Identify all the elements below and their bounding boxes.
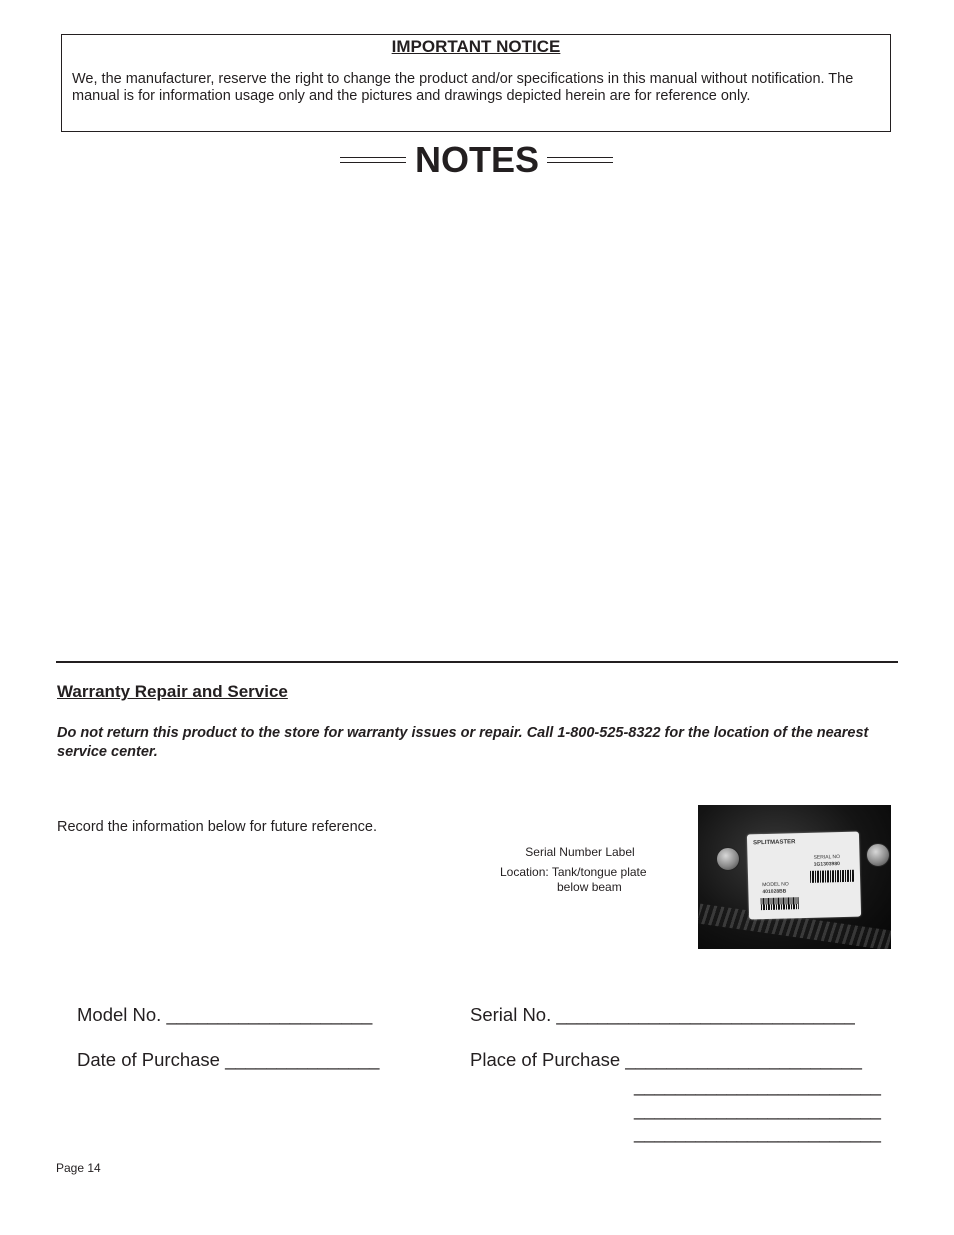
serial-label-location: Location: Tank/tongue plate — [500, 865, 647, 879]
plate-model-heading: MODEL NO — [762, 881, 789, 889]
plate-serial-heading: SERIAL NO — [813, 854, 841, 861]
plate-model-value: 401028BB — [762, 888, 787, 896]
serial-label-title: Serial Number Label — [525, 845, 635, 859]
notes-heading: NOTES — [414, 139, 539, 180]
important-notice-text: We, the manufacturer, reserve the right to change the product and/or specifications in this manual without notification. The manual is for information usage only and the pictures and drawings depicted herein are for reference only. — [72, 71, 854, 104]
plate-serial-value: 1G1303980 — [813, 861, 840, 868]
bolt-icon — [716, 847, 740, 871]
serial-label-caption — [500, 845, 660, 895]
serial-label-photo — [698, 805, 891, 949]
place-of-purchase-line: ________________________ — [634, 1122, 881, 1143]
bolt-icon — [866, 843, 890, 867]
important-notice-box — [61, 34, 891, 132]
model-number-field: Model No. ____________________ — [77, 1004, 373, 1025]
record-instruction: Record the information below for future reference. — [57, 819, 377, 835]
date-of-purchase-field: Date of Purchase _______________ — [77, 1049, 380, 1070]
place-of-purchase-line: ________________________ — [634, 1099, 881, 1120]
brand-logo: SPLITMASTER — [753, 839, 796, 847]
section-divider — [56, 661, 898, 663]
important-notice-title: IMPORTANT NOTICE — [391, 37, 561, 56]
place-of-purchase-line: ________________________ — [634, 1075, 881, 1096]
serial-number-field: Serial No. _____________________________ — [470, 1004, 855, 1025]
warranty-title: Warranty Repair and Service — [57, 682, 288, 701]
warranty-warning: Do not return this product to the store for warranty issues or repair. Call 1-800-525-8322 for the location of the nearest service center. — [57, 725, 869, 760]
notes-rule-right — [547, 157, 613, 163]
model-barcode — [761, 897, 799, 910]
place-of-purchase-field: Place of Purchase _______________________ — [470, 1049, 862, 1070]
serial-label-location-cont: below beam — [557, 880, 622, 894]
page-number: Page 14 — [56, 1161, 101, 1175]
serial-plate — [747, 832, 861, 920]
serial-barcode — [810, 870, 854, 883]
